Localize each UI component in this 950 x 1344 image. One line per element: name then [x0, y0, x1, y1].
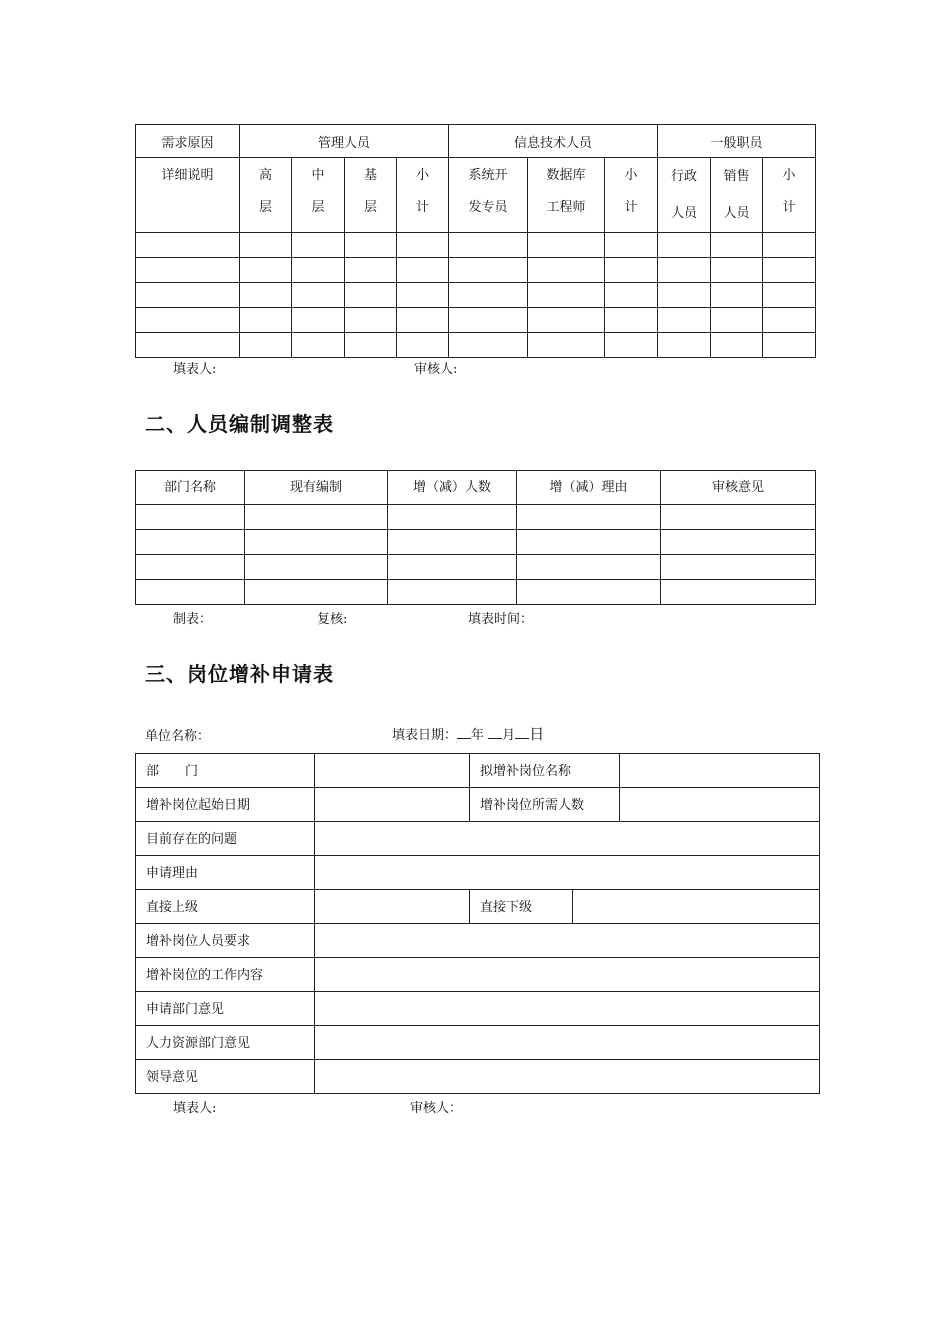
table-cell[interactable]: [605, 258, 658, 283]
maker-label: 制表：: [173, 612, 213, 627]
table-row: [136, 283, 816, 308]
detail-label: 详细说明: [136, 158, 240, 233]
table-cell[interactable]: [528, 258, 605, 283]
table-cell[interactable]: [345, 258, 397, 283]
label-dept-opinion: 申请部门意见: [136, 992, 315, 1026]
table-row: [136, 505, 816, 530]
col-mgmt-subtotal: 小 计: [397, 158, 449, 233]
table-row: [136, 333, 816, 358]
table-cell[interactable]: [517, 555, 661, 580]
label-proposed-post: 拟增补岗位名称: [470, 754, 620, 788]
table-cell[interactable]: [449, 233, 528, 258]
label-job-duties: 增补岗位的工作内容: [136, 958, 315, 992]
table-cell[interactable]: [240, 308, 292, 333]
table-cell[interactable]: [449, 258, 528, 283]
label-direct-subordinate: 直接下级: [470, 890, 573, 924]
table-cell[interactable]: [763, 258, 816, 283]
label-start-date: 增补岗位起始日期: [136, 788, 315, 822]
table-row: [136, 233, 816, 258]
table-cell[interactable]: [763, 333, 816, 358]
field-department[interactable]: [315, 754, 470, 788]
table-cell[interactable]: [658, 308, 711, 333]
field-leader-opinion[interactable]: [315, 1060, 820, 1094]
header-review-opinion: 审核意见: [661, 471, 816, 505]
col-middle: 中 层: [292, 158, 345, 233]
month-label: 月: [502, 728, 516, 743]
table-cell[interactable]: [528, 333, 605, 358]
table-cell[interactable]: [245, 530, 388, 555]
table-cell[interactable]: [136, 555, 245, 580]
col-junior: 基 层: [345, 158, 397, 233]
group-it: 信息技术人员: [449, 125, 658, 158]
table-cell[interactable]: [397, 283, 449, 308]
table-row: [136, 580, 816, 605]
reviewer-label-2: 审核人：: [410, 1101, 463, 1116]
col-senior: 高 层: [240, 158, 292, 233]
table-cell[interactable]: [136, 258, 240, 283]
table-cell[interactable]: [292, 283, 345, 308]
day-blank[interactable]: [515, 738, 529, 739]
table-cell[interactable]: [528, 283, 605, 308]
table-cell[interactable]: [397, 258, 449, 283]
table-cell[interactable]: [245, 505, 388, 530]
reason-label: 需求原因: [136, 125, 240, 158]
header-dept-name: 部门名称: [136, 471, 245, 505]
table-cell[interactable]: [136, 283, 240, 308]
checker-label: 复核:: [317, 612, 348, 627]
col-sales: 销售 人员: [711, 158, 763, 233]
table-cell[interactable]: [763, 308, 816, 333]
table-cell[interactable]: [240, 283, 292, 308]
field-job-duties[interactable]: [315, 958, 820, 992]
table-cell[interactable]: [345, 233, 397, 258]
label-direct-superior: 直接上级: [136, 890, 315, 924]
table-cell[interactable]: [240, 333, 292, 358]
group-general-staff: 一般职员: [658, 125, 816, 158]
day-label: 日: [529, 725, 545, 743]
table-cell[interactable]: [388, 580, 517, 605]
label-headcount: 增补岗位所需人数: [470, 788, 620, 822]
col-staff-subtotal: 小 计: [763, 158, 816, 233]
table-cell[interactable]: [711, 308, 763, 333]
table-cell[interactable]: [605, 233, 658, 258]
month-blank[interactable]: [488, 738, 502, 739]
header-current-staffing: 现有编制: [245, 471, 388, 505]
header-change-count: 增（减）人数: [388, 471, 517, 505]
section-title-post-request: 三、岗位增补申请表: [145, 662, 334, 686]
table-cell[interactable]: [136, 233, 240, 258]
label-request-reason: 申请理由: [136, 856, 315, 890]
table-cell[interactable]: [388, 530, 517, 555]
field-hr-opinion[interactable]: [315, 1026, 820, 1060]
table-cell[interactable]: [658, 258, 711, 283]
label-department: 部 门: [136, 754, 315, 788]
table-row: [136, 555, 816, 580]
table-cell[interactable]: [661, 580, 816, 605]
field-proposed-post[interactable]: [620, 754, 820, 788]
table-cell[interactable]: [605, 283, 658, 308]
table-cell[interactable]: [605, 333, 658, 358]
table-cell[interactable]: [711, 258, 763, 283]
table-cell[interactable]: [388, 555, 517, 580]
table-cell[interactable]: [661, 505, 816, 530]
table-cell[interactable]: [517, 580, 661, 605]
header-change-reason: 增（减）理由: [517, 471, 661, 505]
year-blank[interactable]: [457, 738, 471, 739]
table-cell[interactable]: [292, 258, 345, 283]
table-cell[interactable]: [136, 580, 245, 605]
table-cell[interactable]: [397, 308, 449, 333]
table-cell[interactable]: [136, 333, 240, 358]
col-admin: 行政 人员: [658, 158, 711, 233]
table-cell[interactable]: [528, 308, 605, 333]
table-cell[interactable]: [240, 233, 292, 258]
table-cell[interactable]: [763, 283, 816, 308]
table-cell[interactable]: [711, 283, 763, 308]
table-cell[interactable]: [517, 530, 661, 555]
label-staff-requirements: 增补岗位人员要求: [136, 924, 315, 958]
staffing-adjustment-table: [135, 470, 816, 605]
label-hr-opinion: 人力资源部门意见: [136, 1026, 315, 1060]
table-cell[interactable]: [292, 233, 345, 258]
label-current-problem: 目前存在的问题: [136, 822, 315, 856]
field-current-problem[interactable]: [315, 822, 820, 856]
table-cell[interactable]: [245, 555, 388, 580]
table-cell[interactable]: [136, 530, 245, 555]
table-cell[interactable]: [240, 258, 292, 283]
group-management: 管理人员: [240, 125, 449, 158]
table-cell[interactable]: [711, 233, 763, 258]
table-cell[interactable]: [397, 333, 449, 358]
table-cell[interactable]: [605, 308, 658, 333]
table-cell[interactable]: [517, 505, 661, 530]
table-cell[interactable]: [245, 580, 388, 605]
table-cell[interactable]: [661, 530, 816, 555]
table-cell[interactable]: [397, 233, 449, 258]
fill-date-line: [392, 723, 544, 744]
table-cell[interactable]: [658, 283, 711, 308]
fill-time-label: 填表时间：: [468, 612, 534, 627]
table-row: [136, 258, 816, 283]
post-request-table: [135, 753, 820, 1094]
field-start-date[interactable]: [315, 788, 470, 822]
field-direct-superior[interactable]: [315, 890, 470, 924]
col-dba: 数据库 工程师: [528, 158, 605, 233]
table-cell[interactable]: [345, 283, 397, 308]
fill-date-label: 填表日期：: [392, 728, 458, 743]
section-title-staffing-adjustment: 二、人员编制调整表: [145, 412, 334, 436]
table-cell[interactable]: [449, 308, 528, 333]
filler-label-2: 填表人:: [173, 1101, 217, 1116]
reviewer-label: 审核人:: [414, 362, 458, 377]
table-cell[interactable]: [345, 308, 397, 333]
table-cell[interactable]: [136, 308, 240, 333]
table-cell[interactable]: [136, 505, 245, 530]
field-request-reason[interactable]: [315, 856, 820, 890]
table-cell[interactable]: [658, 333, 711, 358]
table-cell[interactable]: [292, 333, 345, 358]
field-headcount[interactable]: [620, 788, 820, 822]
table-cell[interactable]: [388, 505, 517, 530]
field-staff-requirements[interactable]: [315, 924, 820, 958]
staff-demand-table: [135, 124, 816, 358]
table-cell[interactable]: [449, 283, 528, 308]
table-cell[interactable]: [345, 333, 397, 358]
col-it-subtotal: 小 计: [605, 158, 658, 233]
field-direct-subordinate[interactable]: [573, 890, 820, 924]
table-cell[interactable]: [711, 333, 763, 358]
table-cell[interactable]: [763, 233, 816, 258]
filler-label: 填表人:: [173, 362, 217, 377]
table-cell[interactable]: [292, 308, 345, 333]
table-row: [136, 308, 816, 333]
table-cell[interactable]: [449, 333, 528, 358]
field-dept-opinion[interactable]: [315, 992, 820, 1026]
table-row: [136, 530, 816, 555]
table-cell[interactable]: [661, 555, 816, 580]
unit-name-label: 单位名称：: [145, 729, 211, 744]
table-cell[interactable]: [528, 233, 605, 258]
col-sys-dev: 系统开 发专员: [449, 158, 528, 233]
year-label: 年: [471, 728, 485, 743]
table-cell[interactable]: [658, 233, 711, 258]
label-leader-opinion: 领导意见: [136, 1060, 315, 1094]
